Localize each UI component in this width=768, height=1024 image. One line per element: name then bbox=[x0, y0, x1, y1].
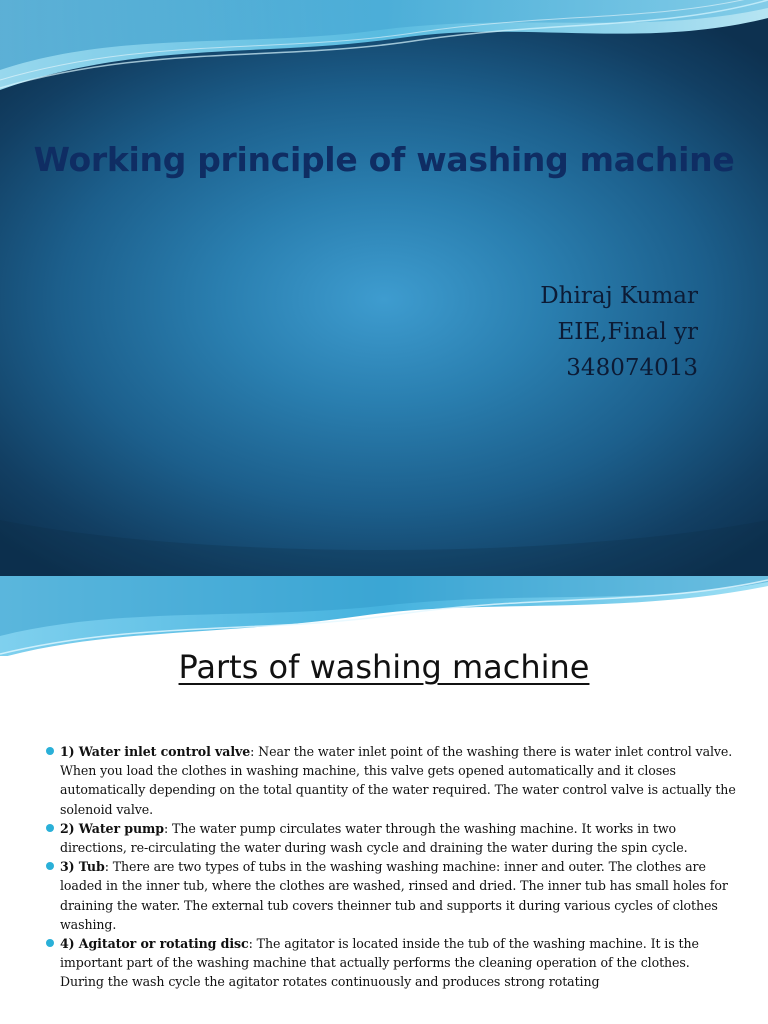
part-term: 1) Water inlet control valve bbox=[60, 744, 251, 759]
part-description: : The agitator is located inside the tub of the washing machine. It is the important part of the washing machine that actually performs the cleaning operation of the clothes. During the wash cycle the agitator rotates continuously and produces strong rotating bbox=[60, 936, 699, 990]
section-heading bbox=[0, 648, 768, 686]
slide-title: Working principle of washing machine bbox=[33, 140, 735, 179]
part-description: : There are two types of tubs in the washing washing machine: inner and outer. The clothes are loaded in the inner tub, where the clothes are washed, rinsed and dried. The inner tub has small holes for draining the water. The external tub covers theinner tub and supports it during various cycles of clothes washing. bbox=[60, 859, 728, 932]
bullet-icon bbox=[46, 824, 54, 832]
part-term: 2) Water pump bbox=[60, 820, 164, 836]
author-id: 348074013 bbox=[566, 355, 698, 381]
list-item bbox=[46, 742, 736, 819]
bullet-icon bbox=[46, 939, 54, 947]
part-term: 3) Tub bbox=[60, 859, 105, 875]
bullet-icon bbox=[46, 862, 54, 870]
author-name: Dhiraj Kumar bbox=[540, 283, 698, 309]
list-item bbox=[46, 857, 736, 934]
author-department: EIE,Final yr bbox=[557, 319, 698, 345]
author-block bbox=[540, 278, 698, 386]
bullet-icon bbox=[46, 747, 54, 755]
part-description: : The water pump circulates water through the washing machine. It works in two directions, re-circulating the water during wash cycle and draining the water during the spin cycle. bbox=[60, 820, 688, 856]
content-slide bbox=[0, 576, 768, 1024]
section-heading-text: Parts of washing machine bbox=[178, 648, 590, 686]
list-item bbox=[46, 819, 736, 857]
wave-decoration-header bbox=[0, 576, 768, 656]
part-description: : Near the water inlet point of the washing there is water inlet control valve. When you load the clothes in washing machine, this valve gets opened automatically and it closes automatically depending on the total quantity of the water required. The water control valve is actually the solenoid valve. bbox=[60, 744, 736, 817]
parts-list bbox=[46, 742, 736, 992]
list-item bbox=[46, 934, 736, 992]
part-term: 4) Agitator or rotating disc bbox=[60, 936, 249, 952]
